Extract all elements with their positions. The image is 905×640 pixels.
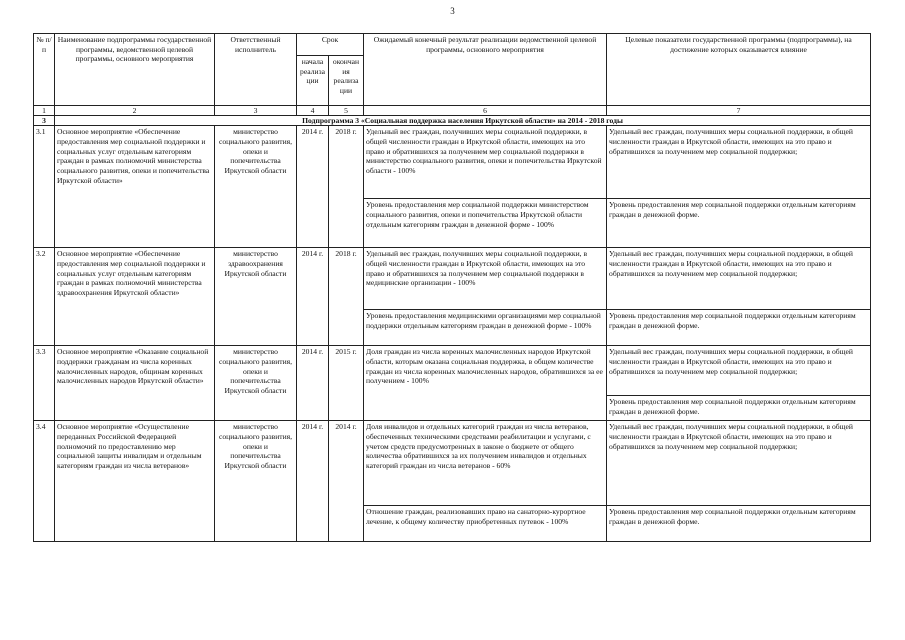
expected-result: Удельный вес граждан, получивших меры социальной поддержки, в общей численности граждан в Иркутской области, имеющих на это право и обратившихся за получением мер социальной поддержки в медицинские организации - 100% <box>364 248 607 310</box>
expected-result: Уровень предоставления мер социальной поддержки министерством социального развития, опеки и попечительства Иркутской области отдельным категориям граждан в денежной форме - 100% <box>364 199 607 248</box>
column-number: 3 <box>215 106 297 116</box>
measure-name: Основное мероприятие «Обеспечение предоставления мер социальной поддержки и социальных услуг отдельным категориям граждан в рамках полномочий министерства здравоохранения Иркутской области» <box>55 248 215 346</box>
measure-end: 2018 г. <box>329 248 364 346</box>
column-number: 1 <box>34 106 55 116</box>
expected-result: Удельный вес граждан, получивших меры социальной поддержки, в общей численности граждан в Иркутской области, имеющих на это право и обратившихся за получением мер социальной поддержки в министерство социального развития, опеки и попечительства Иркутской области - 100% <box>364 126 607 199</box>
subprogram-num: 3 <box>34 116 55 126</box>
measure-start: 2014 г. <box>297 421 329 542</box>
measure-name: Основное мероприятие «Осуществление переданных Российской Федерацией полномочий по предоставлению мер социальной защиты инвалидам и отдельным категориям граждан из числа ветеранов» <box>55 421 215 542</box>
target-indicator: Уровень предоставления мер социальной поддержки отдельным категориям граждан в денежной форме. <box>607 396 871 421</box>
row-num: 3.1 <box>34 126 55 248</box>
measures-table <box>33 33 871 542</box>
expected-result: Доля инвалидов и отдельных категорий граждан из числа ветеранов, обеспеченных техническими средствами реабилитации и услугами, с учетом средств предусмотренных в законе о бюджете от общего количества обратившихся за их получением инвалидов и отдельных категорий граждан из числа ветеранов - 60% <box>364 421 607 506</box>
target-indicator: Уровень предоставления мер социальной поддержки отдельным категориям граждан в денежной форме. <box>607 310 871 346</box>
expected-result: Уровень предоставления медицинскими организациями мер социальной поддержки отдельным категориям граждан в денежной форме - 100% <box>364 310 607 346</box>
column-number: 6 <box>364 106 607 116</box>
measure-end: 2018 г. <box>329 126 364 248</box>
measure-executor: министерство социального развития, опеки и попечительства Иркутской области <box>215 126 297 248</box>
column-number: 5 <box>329 106 364 116</box>
measure-start: 2014 г. <box>297 346 329 421</box>
header-name: Наименование подпрограммы государственной программы, ведомственной целевой программы, основного мероприятия <box>55 34 215 106</box>
expected-result: Отношение граждан, реализовавших право на санаторно-курортное лечение, к общему количеству приобретенных путевок - 100% <box>364 506 607 542</box>
target-indicator: Удельный вес граждан, получивших меры социальной поддержки, в общей численности граждан в Иркутской области, имеющих на это право и обратившихся за получением мер социальной поддержки; <box>607 126 871 199</box>
measure-executor: министерство социального развития, опеки и попечительства Иркутской области <box>215 421 297 542</box>
target-indicator: Уровень предоставления мер социальной поддержки отдельным категориям граждан в денежной форме. <box>607 506 871 542</box>
header-indicators: Целевые показатели государственной программы (подпрограммы), на достижение которых оказывается влияние <box>607 34 871 106</box>
target-indicator: Удельный вес граждан, получивших меры социальной поддержки, в общей численности граждан в Иркутской области, имеющих на это право и обратившихся за получением мер социальной поддержки; <box>607 248 871 310</box>
header-num: № п/п <box>34 34 55 106</box>
measure-executor: министерство здравоохранения Иркутской области <box>215 248 297 346</box>
measure-start: 2014 г. <box>297 248 329 346</box>
column-number: 7 <box>607 106 871 116</box>
row-num: 3.4 <box>34 421 55 542</box>
target-indicator: Удельный вес граждан, получивших меры социальной поддержки, в общей численности граждан в Иркутской области, имеющих на это право и обратившихся за получением мер социальной поддержки; <box>607 346 871 396</box>
column-number: 2 <box>55 106 215 116</box>
measure-end: 2015 г. <box>329 346 364 421</box>
target-indicator: Уровень предоставления мер социальной поддержки отдельным категориям граждан в денежной форме. <box>607 199 871 248</box>
measure-name: Основное мероприятие «Оказание социальной поддержки гражданам из числа коренных малочисленных народов, общинам коренных малочисленных народов Иркутской области» <box>55 346 215 421</box>
header-end: окончан ия реализа ции <box>329 56 364 106</box>
expected-result: Доля граждан из числа коренных малочисленных народов Иркутской области, которым оказана социальная поддержка, в общем количестве граждан из числа коренных малочисленных народов, обратившихся за ее получением - 100% <box>364 346 607 421</box>
measure-end: 2014 г. <box>329 421 364 542</box>
row-num: 3.3 <box>34 346 55 421</box>
row-num: 3.2 <box>34 248 55 346</box>
column-number: 4 <box>297 106 329 116</box>
measure-name: Основное мероприятие «Обеспечение предоставления мер социальной поддержки и социальных услуг отдельным категориям граждан в рамках полномочий министерства социального развития, опеки и попечительства Иркутской области» <box>55 126 215 248</box>
subprogram-title: Подпрограмма 3 «Социальная поддержка населения Иркутской области» на 2014 - 2018 годы <box>55 116 871 126</box>
header-executor: Ответственный исполнитель <box>215 34 297 106</box>
measure-start: 2014 г. <box>297 126 329 248</box>
header-term: Срок <box>297 34 364 56</box>
measure-executor: министерство социального развития, опеки и попечительства Иркутской области <box>215 346 297 421</box>
target-indicator: Удельный вес граждан, получивших меры социальной поддержки, в общей численности граждан в Иркутской области, имеющих на это право и обратившихся за получением мер социальной поддержки; <box>607 421 871 506</box>
header-result: Ожидаемый конечный результат реализации ведомственной целевой программы, основного мероприятия <box>364 34 607 106</box>
page-number: 3 <box>450 6 455 16</box>
header-start: начала реализа ции <box>297 56 329 106</box>
